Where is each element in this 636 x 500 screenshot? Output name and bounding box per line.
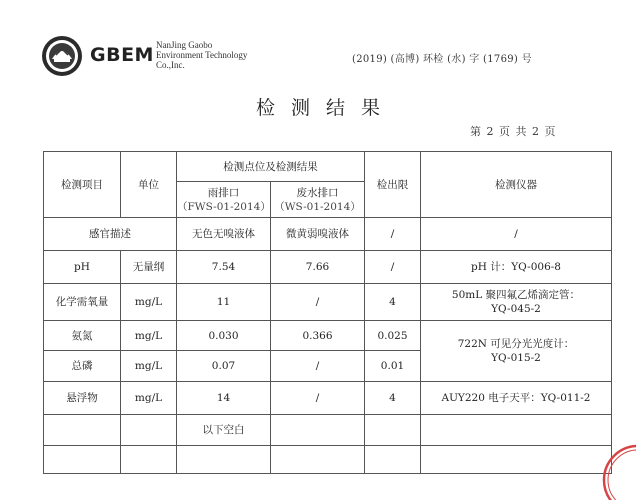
page-title: 检测结果 <box>255 97 396 119</box>
cell-instrument: / <box>421 218 612 251</box>
cell-p1: 7.54 <box>177 251 271 284</box>
table-row <box>44 382 612 415</box>
cell-item: 氨氮 <box>44 321 121 351</box>
header-unit: 单位 <box>121 152 177 218</box>
table-row <box>44 321 612 351</box>
cell-limit: 4 <box>365 284 421 321</box>
cell-unit: mg/L <box>121 382 177 415</box>
cell-limit: 0.01 <box>365 351 421 382</box>
cell-p2: 0.366 <box>271 321 365 351</box>
header-item: 检测项目 <box>44 152 121 218</box>
cell-item: 悬浮物 <box>44 382 121 415</box>
header-point1: 雨排口 （FWS-01-2014） <box>177 182 271 218</box>
cell-empty <box>421 415 612 446</box>
cell-empty <box>121 415 177 446</box>
table-row <box>44 251 612 284</box>
table-row <box>44 284 612 321</box>
table-header-row <box>44 152 612 182</box>
cell-p2: / <box>271 284 365 321</box>
cell-empty <box>365 446 421 474</box>
cell-limit: / <box>365 218 421 251</box>
cell-p2: / <box>271 382 365 415</box>
cell-unit: mg/L <box>121 284 177 321</box>
cell-instrument: 50mL 聚四氟乙烯滴定管： YQ-045-2 <box>421 284 612 321</box>
header-point2: 废水排口 （WS-01-2014） <box>271 182 365 218</box>
cell-p2: 微黄弱嗅液体 <box>271 218 365 251</box>
gbem-logo-icon <box>41 35 83 77</box>
cell-empty <box>177 446 271 474</box>
cell-p1: 无色无嗅液体 <box>177 218 271 251</box>
header-points-group: 检测点位及检测结果 <box>177 152 365 182</box>
cell-limit: / <box>365 251 421 284</box>
cell-empty <box>271 446 365 474</box>
cell-p1: 14 <box>177 382 271 415</box>
cell-empty <box>121 446 177 474</box>
cell-empty <box>365 415 421 446</box>
cell-item: 总磷 <box>44 351 121 382</box>
cell-instrument: 722N 可见分光光度计： YQ-015-2 <box>421 321 612 382</box>
cell-empty <box>421 446 612 474</box>
cell-instrument: AUY220 电子天平：YQ-011-2 <box>421 382 612 415</box>
cell-p2: 7.66 <box>271 251 365 284</box>
brand-name: GBEM <box>90 44 154 66</box>
company-name: NanJing Gaobo Environment Technology Co.,Inc. <box>156 40 248 70</box>
cell-item: 化学需氧量 <box>44 284 121 321</box>
cell-p2: / <box>271 351 365 382</box>
cell-unit: 无量纲 <box>121 251 177 284</box>
official-stamp-icon <box>598 440 636 500</box>
header-instrument: 检测仪器 <box>421 152 612 218</box>
cell-limit: 4 <box>365 382 421 415</box>
page-indicator: 第 2 页 共 2 页 <box>470 125 557 138</box>
report-number: (2019) (高博) 环检 (水) 字 (1769) 号 <box>352 54 532 65</box>
cell-p1: 0.030 <box>177 321 271 351</box>
cell-unit: mg/L <box>121 351 177 382</box>
cell-unit: mg/L <box>121 321 177 351</box>
results-table <box>43 151 612 474</box>
blank-note: 以下空白 <box>177 415 271 446</box>
cell-empty <box>44 415 121 446</box>
cell-empty <box>271 415 365 446</box>
cell-p1: 11 <box>177 284 271 321</box>
cell-item: 感官描述 <box>44 218 177 251</box>
cell-empty <box>44 446 121 474</box>
cell-item: pH <box>44 251 121 284</box>
table-row <box>44 218 612 251</box>
table-row <box>44 446 612 474</box>
table-row <box>44 415 612 446</box>
cell-instrument: pH 计：YQ-006-8 <box>421 251 612 284</box>
cell-p1: 0.07 <box>177 351 271 382</box>
header-detection-limit: 检出限 <box>365 152 421 218</box>
cell-limit: 0.025 <box>365 321 421 351</box>
